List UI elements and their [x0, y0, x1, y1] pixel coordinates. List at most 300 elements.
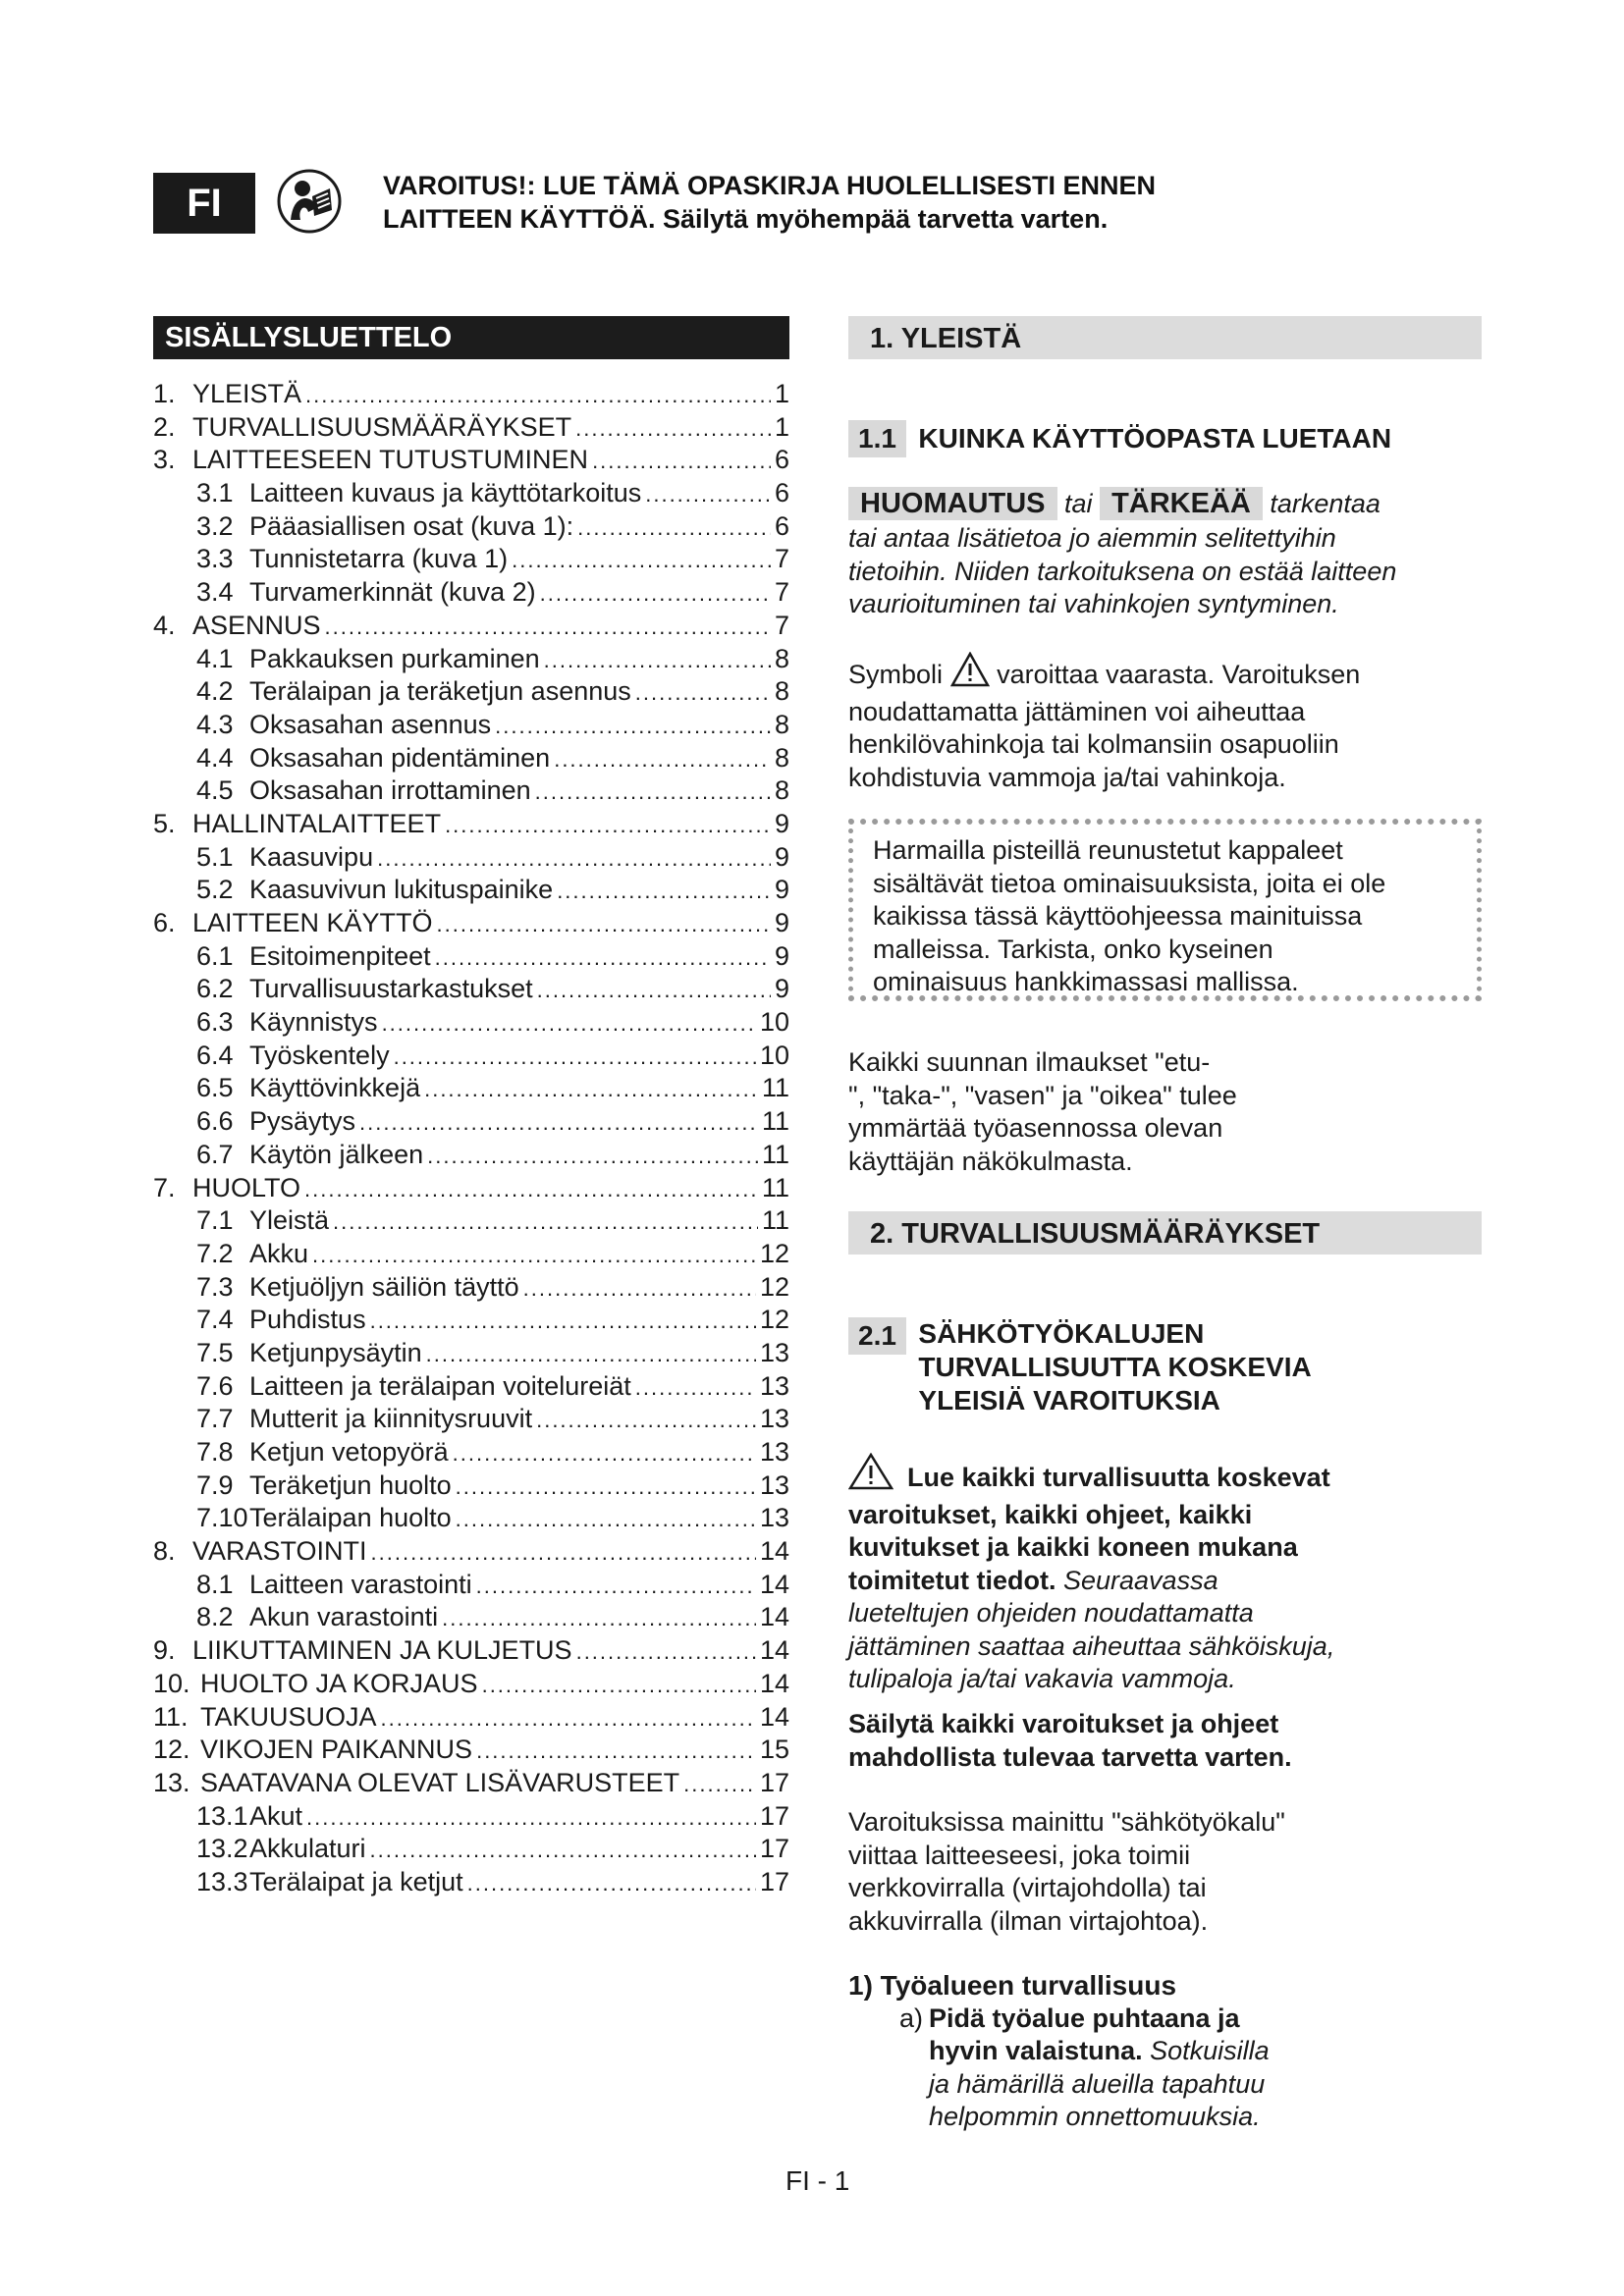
toc-entry — [153, 478, 789, 511]
text: Harmailla pisteillä reunustetut kappaleet — [873, 835, 1343, 865]
toc-entry-title: Puhdistus — [249, 1305, 366, 1335]
toc-entry-title: Terälaipan ja teräketjun asennus — [249, 676, 631, 707]
item-label: a) — [899, 2002, 924, 2033]
direction-paragraph — [848, 1046, 1477, 1178]
text: käyttäjän näkökulmasta. — [848, 1146, 1133, 1176]
toc-entry-title: HUOLTO — [192, 1172, 301, 1202]
numbered-heading: 1) Työalueen turvallisuus — [848, 1970, 1177, 2001]
toc-entry — [153, 1106, 789, 1140]
text: Seuraavassa — [1062, 1565, 1218, 1595]
text: ymmärtää työasennossa olevan — [848, 1113, 1223, 1143]
toc-entry-number: 7.3 — [196, 1271, 234, 1302]
toc-entry — [153, 1305, 789, 1338]
toc-entry-number: 7.2 — [196, 1238, 234, 1268]
toc-entry-title: TAKUUSUOJA — [200, 1701, 377, 1732]
toc-entry-number: 6.5 — [196, 1073, 234, 1103]
text: viittaa laitteeseesi, joka toimii — [848, 1840, 1191, 1870]
toc-entry-number: 10. — [153, 1668, 190, 1698]
text-tai: tai — [1064, 489, 1093, 518]
toc-entry-title: Turvallisuustarkastukset — [249, 974, 533, 1004]
toc-entry-title: TURVALLISUUSMÄÄRÄYKSET — [192, 411, 572, 442]
warning-triangle-icon — [848, 1453, 893, 1499]
toc-entry-page: 14 — [759, 1569, 789, 1599]
toc-entry-page: 8 — [774, 709, 789, 739]
toc-entry-title: Oksasahan asennus — [249, 709, 492, 739]
toc-leader-dots — [535, 779, 771, 805]
toc-entry-number: 6.7 — [196, 1139, 234, 1169]
toc-leader-dots — [442, 1606, 756, 1631]
toc-entry-title: Akut — [249, 1800, 303, 1831]
toc-entry-page: 13 — [759, 1437, 789, 1467]
toc-entry-number: 6. — [153, 908, 176, 937]
text: ", "taka-", "vasen" ja "oikea" tulee — [848, 1080, 1237, 1110]
toc-entry-number: 4.1 — [196, 643, 234, 673]
notice-paragraph — [848, 485, 1496, 621]
toc-entry-number: 7.1 — [196, 1205, 234, 1236]
text: henkilövahinkoja tai kolmansiin osapuoliin — [848, 729, 1339, 759]
toc-entry — [153, 676, 789, 710]
toc-leader-dots — [554, 747, 771, 773]
toc-entry — [153, 1140, 789, 1173]
toc-entry-title: Akun varastointi — [249, 1602, 439, 1632]
text: tulipaloja ja/tai vakavia vammoja. — [848, 1664, 1236, 1693]
read-manual-icon — [277, 169, 342, 234]
table-of-contents — [153, 379, 789, 1900]
toc-entry — [153, 1635, 789, 1669]
toc-entry-number: 1. — [153, 379, 176, 408]
toc-entry-number: 13.3 — [196, 1866, 248, 1896]
toc-entry-page: 14 — [759, 1668, 789, 1698]
toc-entry-page: 17 — [759, 1767, 789, 1797]
toc-entry — [153, 1801, 789, 1835]
toc-entry-page: 7 — [774, 577, 789, 608]
toc-entry — [153, 1669, 789, 1702]
text: kuvitukset ja kaikki koneen mukana — [848, 1532, 1298, 1562]
subsection-title-line: SÄHKÖTYÖKALUJEN — [918, 1318, 1205, 1349]
toc-leader-dots — [557, 879, 771, 904]
work-area-safety — [848, 1969, 1496, 2134]
toc-entry — [153, 809, 789, 842]
text: akkuvirralla (ilman virtajohtoa). — [848, 1905, 1209, 1936]
text: kohdistuvia vammoja ja/tai vahinkoja. — [848, 762, 1286, 792]
toc-entry — [153, 644, 789, 677]
subsection-1-1-heading — [848, 420, 1496, 457]
toc-entry-page: 8 — [774, 676, 789, 707]
warning-line-1: VAROITUS!: LUE TÄMÄ OPASKIRJA HUOLELLISESTI ENNEN — [383, 171, 1157, 200]
toc-entry-page: 1 — [774, 411, 789, 442]
text: Lue kaikki turvallisuutta koskevat — [907, 1463, 1330, 1492]
toc-entry — [153, 1735, 789, 1768]
toc-leader-dots — [424, 1077, 758, 1102]
toc-entry-title: Yleistä — [249, 1205, 330, 1236]
toc-leader-dots — [512, 548, 771, 573]
toc-entry-number: 13. — [153, 1767, 190, 1797]
toc-entry-number: 3. — [153, 445, 176, 475]
text: noudattamatta jättäminen voi aiheuttaa — [848, 696, 1306, 726]
toc-entry-page: 9 — [774, 940, 789, 971]
toc-entry — [153, 1702, 789, 1735]
toc-leader-dots — [537, 978, 771, 1003]
text: jättäminen saattaa aiheuttaa sähköiskuja, — [848, 1630, 1335, 1661]
toc-entry-page: 11 — [761, 1172, 789, 1202]
toc-entry-title: Ketjun vetopyörä — [249, 1437, 449, 1467]
text: toimitetut tiedot. — [848, 1565, 1056, 1595]
toc-entry-title: ASENNUS — [192, 610, 321, 640]
toc-entry-page: 10 — [759, 1040, 789, 1070]
toc-leader-dots — [370, 1308, 756, 1334]
toc-leader-dots — [575, 416, 771, 442]
toc-entry-number: 7. — [153, 1172, 176, 1202]
toc-entry-number: 5.2 — [196, 875, 234, 905]
toc-entry-page: 9 — [774, 841, 789, 872]
toc-leader-dots — [536, 1408, 756, 1433]
toc-leader-dots — [377, 846, 771, 872]
toc-entry-title: Käynnistys — [249, 1007, 378, 1038]
toc-entry-number: 7.10 — [196, 1503, 248, 1533]
subsection-number: 1.1 — [848, 420, 906, 457]
toc-entry — [153, 743, 789, 776]
toc-entry-number: 12. — [153, 1735, 190, 1765]
toc-entry — [153, 1602, 789, 1635]
text: tietoihin. Niiden tarkoituksena on estää laitteen — [848, 556, 1397, 586]
toc-leader-dots — [312, 1243, 756, 1268]
toc-entry-number: 8.1 — [196, 1569, 234, 1599]
subsection-number: 2.1 — [848, 1317, 906, 1355]
toc-entry — [153, 1570, 789, 1603]
toc-entry-title: LAITTEESEEN TUTUSTUMINEN — [192, 445, 589, 475]
toc-entry — [153, 1536, 789, 1570]
toc-entry-number: 4.4 — [196, 742, 234, 773]
toc-entry-number: 3.3 — [196, 544, 234, 574]
toc-entry-number: 11. — [153, 1701, 189, 1732]
toc-entry — [153, 1437, 789, 1470]
toc-leader-dots — [305, 383, 771, 408]
toc-entry-page: 6 — [774, 478, 789, 508]
toc-entry-number: 13.2 — [196, 1834, 248, 1864]
toc-leader-dots — [306, 1805, 756, 1831]
important-tag: TÄRKEÄÄ — [1100, 487, 1263, 520]
text: verkkovirralla (virtajohdolla) tai — [848, 1873, 1207, 1902]
toc-entry-number: 4.5 — [196, 775, 234, 806]
toc-entry — [153, 1503, 789, 1536]
toc-entry-number: 6.6 — [196, 1106, 234, 1137]
toc-entry-page: 17 — [759, 1834, 789, 1864]
toc-entry-title: Teräketjun huolto — [249, 1469, 452, 1500]
toc-entry — [153, 1371, 789, 1405]
text: Sotkuisilla — [1150, 2036, 1270, 2065]
toc-entry-title: Pysäytys — [249, 1106, 356, 1137]
toc-leader-dots — [456, 1507, 756, 1532]
toc-entry — [153, 710, 789, 743]
subsection-title: KUINKA KÄYTTÖOPASTA LUETAAN — [918, 423, 1392, 454]
text: malleissa. Tarkista, onko kyseinen — [873, 934, 1273, 964]
toc-leader-dots — [635, 1375, 756, 1401]
symbol-paragraph — [848, 652, 1496, 794]
toc-entry — [153, 544, 789, 577]
toc-leader-dots — [540, 581, 771, 607]
toc-entry — [153, 1272, 789, 1306]
toc-leader-dots — [544, 648, 771, 673]
toc-entry-title: Pakkauksen purkaminen — [249, 643, 540, 673]
toc-entry-title: Laitteen varastointi — [249, 1569, 472, 1599]
toc-leader-dots — [304, 1177, 758, 1202]
toc-entry-title: Kaasuvipu — [249, 841, 374, 872]
toc-entry-title: SAATAVANA OLEVAT LISÄVARUSTEET — [200, 1767, 680, 1797]
toc-leader-dots — [577, 515, 771, 541]
toc-entry-title: YLEISTÄ — [192, 379, 302, 408]
toc-entry-title: Esitoimenpiteet — [249, 940, 431, 971]
toc-entry-page: 10 — [759, 1007, 789, 1038]
toc-entry-title: HALLINTALAITTEET — [192, 808, 442, 838]
warning-header — [383, 169, 1156, 236]
toc-entry-page: 1 — [774, 379, 789, 408]
toc-entry — [153, 1470, 789, 1504]
toc-leader-dots — [381, 1706, 756, 1732]
general-warning-paragraph — [848, 1453, 1496, 1696]
toc-entry — [153, 1768, 789, 1801]
toc-leader-dots — [370, 1838, 756, 1863]
toc-title-text: SISÄLLYSLUETTELO — [165, 322, 453, 353]
text: Säilytä kaikki varoitukset ja ohjeet — [848, 1709, 1279, 1738]
text: hyvin valaistuna. — [929, 2036, 1143, 2065]
toc-entry — [153, 1404, 789, 1437]
text: Symboli — [848, 660, 944, 689]
toc-entry-title: Oksasahan irrottaminen — [249, 775, 531, 806]
toc-entry-title: Oksasahan pidentäminen — [249, 742, 551, 773]
warning-line-2: LAITTEEN KÄYTTÖÄ. Säilytä myöhempää tarvetta varten. — [383, 204, 1109, 234]
toc-entry — [153, 445, 789, 478]
toc-leader-dots — [394, 1044, 756, 1070]
toc-leader-dots — [437, 912, 771, 937]
toc-entry-title: VARASTOINTI — [192, 1536, 367, 1567]
toc-entry — [153, 379, 789, 412]
toc-entry-number: 7.6 — [196, 1370, 234, 1401]
toc-leader-dots — [645, 482, 771, 507]
language-badge: FI — [153, 173, 255, 234]
toc-entry — [153, 1239, 789, 1272]
toc-entry-title: Ketjunpysäytin — [249, 1337, 422, 1367]
toc-entry-page: 15 — [759, 1735, 789, 1765]
toc-entry-number: 4. — [153, 610, 176, 640]
section-1-header: 1. YLEISTÄ — [848, 316, 1482, 359]
subsection-title-line: TURVALLISUUTTA KOSKEVIA — [918, 1352, 1312, 1382]
toc-entry-page: 14 — [759, 1536, 789, 1567]
toc-entry-title: LIIKUTTAMINEN JA KULJETUS — [192, 1635, 572, 1666]
toc-entry-number: 8.2 — [196, 1602, 234, 1632]
toc-entry-title: Akkulaturi — [249, 1834, 366, 1864]
toc-entry — [153, 1338, 789, 1371]
text: kaikissa tässä käyttöohjeessa mainituissa — [873, 901, 1363, 931]
toc-entry — [153, 908, 789, 941]
toc-entry — [153, 511, 789, 545]
toc-entry-page: 11 — [761, 1139, 789, 1169]
toc-entry-page: 14 — [759, 1635, 789, 1666]
text: Varoituksissa mainittu "sähkötyökalu" — [848, 1807, 1285, 1837]
toc-leader-dots — [453, 1441, 756, 1467]
toc-title — [153, 316, 789, 359]
toc-entry-page: 14 — [759, 1701, 789, 1732]
toc-leader-dots — [435, 945, 771, 971]
toc-entry-number: 2. — [153, 411, 176, 442]
toc-entry-page: 7 — [774, 610, 789, 640]
toc-entry — [153, 412, 789, 446]
toc-entry — [153, 1173, 789, 1206]
subsection-title-line: YLEISIÄ VAROITUKSIA — [918, 1385, 1220, 1415]
toc-leader-dots — [495, 714, 771, 739]
toc-entry — [153, 1834, 789, 1867]
toc-entry-page: 7 — [774, 544, 789, 574]
toc-entry-page: 9 — [774, 908, 789, 937]
toc-entry-number: 6.2 — [196, 974, 234, 1004]
toc-entry-page: 6 — [774, 445, 789, 475]
toc-entry-title: Käyttövinkkejä — [249, 1073, 421, 1103]
toc-entry-page: 8 — [774, 643, 789, 673]
toc-entry — [153, 974, 789, 1007]
toc-entry-number: 6.4 — [196, 1040, 234, 1070]
toc-entry-title: Työskentely — [249, 1040, 390, 1070]
toc-entry-number: 5. — [153, 808, 176, 838]
toc-leader-dots — [476, 1738, 756, 1764]
toc-entry — [153, 1041, 789, 1074]
toc-entry-page: 11 — [761, 1106, 789, 1137]
toc-entry-page: 11 — [761, 1205, 789, 1236]
toc-entry-page: 9 — [774, 875, 789, 905]
toc-leader-dots — [371, 1540, 756, 1566]
toc-entry-number: 6.3 — [196, 1007, 234, 1038]
subsection-2-1-heading — [848, 1317, 1496, 1417]
toc-entry-number: 7.4 — [196, 1305, 234, 1335]
toc-entry-title: Laitteen kuvaus ja käyttötarkoitus — [249, 478, 642, 508]
model-notice-box — [848, 819, 1482, 1001]
toc-entry-page: 8 — [774, 742, 789, 773]
text: tarkentaa — [1270, 489, 1380, 518]
toc-entry-number: 4.3 — [196, 709, 234, 739]
toc-entry-page: 12 — [759, 1271, 789, 1302]
toc-entry — [153, 941, 789, 975]
toc-entry-page: 8 — [774, 775, 789, 806]
toc-entry-title: Pääasiallisen osat (kuva 1): — [249, 510, 574, 541]
toc-leader-dots — [576, 1639, 756, 1665]
toc-entry-number: 3.4 — [196, 577, 234, 608]
toc-entry-number: 9. — [153, 1635, 176, 1666]
toc-leader-dots — [333, 1209, 758, 1235]
toc-entry — [153, 577, 789, 611]
toc-entry-title: Käytön jälkeen — [249, 1139, 424, 1169]
text: vaurioituminen tai vahinkojen syntyminen. — [848, 589, 1339, 618]
toc-entry-title: Tunnistetarra (kuva 1) — [249, 544, 509, 574]
text: ominaisuus hankkimassasi mallissa. — [873, 967, 1299, 996]
toc-entry-number: 6.1 — [196, 940, 234, 971]
definition-paragraph — [848, 1806, 1496, 1938]
toc-leader-dots — [445, 813, 771, 838]
toc-entry-title: Akku — [249, 1238, 309, 1268]
toc-entry-page: 9 — [774, 808, 789, 838]
toc-entry — [153, 1007, 789, 1041]
toc-entry-page: 17 — [759, 1866, 789, 1896]
toc-entry-number: 7.8 — [196, 1437, 234, 1467]
toc-leader-dots — [476, 1574, 756, 1599]
keep-instructions — [848, 1708, 1496, 1774]
text: lueteltujen ohjeiden noudattamatta — [848, 1598, 1254, 1628]
toc-entry-page: 17 — [759, 1800, 789, 1831]
toc-entry-page: 12 — [759, 1305, 789, 1335]
toc-entry — [153, 1205, 789, 1239]
toc-entry-page: 12 — [759, 1238, 789, 1268]
toc-entry-number: 13.1 — [196, 1800, 248, 1831]
toc-entry-number: 8. — [153, 1536, 176, 1567]
toc-entry-page: 13 — [759, 1370, 789, 1401]
toc-entry-title: VIKOJEN PAIKANNUS — [200, 1735, 473, 1765]
toc-leader-dots — [427, 1144, 758, 1169]
toc-leader-dots — [482, 1673, 756, 1698]
toc-leader-dots — [325, 614, 771, 640]
toc-entry-title: Laitteen ja terälaipan voitelureiät — [249, 1370, 631, 1401]
toc-leader-dots — [359, 1110, 758, 1136]
toc-entry-number: 7.9 — [196, 1469, 234, 1500]
text: varoittaa vaarasta. Varoituksen — [997, 660, 1361, 689]
toc-entry-page: 13 — [759, 1469, 789, 1500]
toc-entry — [153, 775, 789, 809]
toc-entry-title: LAITTEEN KÄYTTÖ — [192, 908, 433, 937]
toc-entry-title: Turvamerkinnät (kuva 2) — [249, 577, 536, 608]
toc-entry-number: 4.2 — [196, 676, 234, 707]
toc-leader-dots — [523, 1276, 756, 1302]
toc-leader-dots — [592, 449, 771, 474]
toc-entry-number: 3.1 — [196, 478, 234, 508]
text: Pidä työalue puhtaana ja — [929, 2002, 1240, 2033]
toc-leader-dots — [382, 1011, 756, 1037]
text: Kaikki suunnan ilmaukset "etu- — [848, 1047, 1211, 1077]
section-2-header: 2. TURVALLISUUSMÄÄRÄYKSET — [848, 1211, 1482, 1255]
warning-triangle-icon — [950, 652, 990, 696]
page-number: FI - 1 — [785, 2165, 850, 2196]
toc-entry-page: 13 — [759, 1404, 789, 1434]
toc-entry-number: 7.7 — [196, 1404, 234, 1434]
toc-leader-dots — [683, 1772, 756, 1797]
toc-entry-title: Mutterit ja kiinnitysruuvit — [249, 1404, 533, 1434]
toc-entry-page: 13 — [759, 1337, 789, 1367]
toc-entry-page: 14 — [759, 1602, 789, 1632]
notice-tag: HUOMAUTUS — [848, 487, 1057, 520]
toc-leader-dots — [456, 1474, 756, 1500]
toc-entry-page: 11 — [761, 1073, 789, 1103]
text: helpommin onnettomuuksia. — [929, 2102, 1261, 2131]
toc-leader-dots — [467, 1871, 756, 1896]
toc-entry-number: 5.1 — [196, 841, 234, 872]
toc-entry-title: Terälaipan huolto — [249, 1503, 452, 1533]
toc-entry-title: Terälaipat ja ketjut — [249, 1866, 463, 1896]
text: sisältävät tietoa ominaisuuksista, joita ei ole — [873, 868, 1386, 898]
toc-entry — [153, 1073, 789, 1106]
toc-entry-title: HUOLTO JA KORJAUS — [200, 1668, 478, 1698]
toc-entry-page: 9 — [774, 974, 789, 1004]
toc-entry — [153, 842, 789, 876]
toc-entry — [153, 875, 789, 908]
text: varoitukset, kaikki ohjeet, kaikki — [848, 1499, 1253, 1529]
text: tai antaa lisätietoa jo aiemmin selitettyihin — [848, 523, 1336, 553]
toc-entry — [153, 611, 789, 644]
toc-leader-dots — [635, 680, 771, 706]
toc-entry-number: 7.5 — [196, 1337, 234, 1367]
text: mahdollista tulevaa tarvetta varten. — [848, 1741, 1292, 1772]
toc-entry-page: 6 — [774, 510, 789, 541]
text: ja hämärillä alueilla tapahtuu — [929, 2068, 1266, 2099]
toc-entry-page: 13 — [759, 1503, 789, 1533]
toc-entry-title: Kaasuvivun lukituspainike — [249, 875, 554, 905]
toc-entry — [153, 1867, 789, 1900]
toc-leader-dots — [426, 1342, 756, 1367]
toc-entry-number: 3.2 — [196, 510, 234, 541]
